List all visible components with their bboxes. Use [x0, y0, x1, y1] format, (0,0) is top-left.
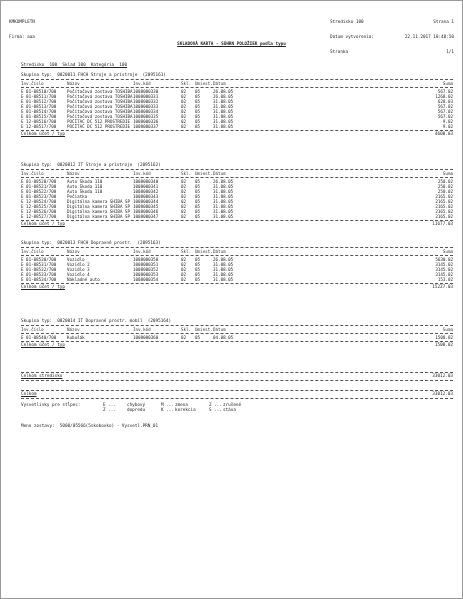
table-cell: 1008000354 — [133, 277, 159, 282]
table-cell: 1008000352 — [133, 267, 159, 272]
table-cell: 1008000336 — [133, 119, 159, 124]
table-cell: E 12-08524/700 — [21, 199, 57, 204]
report-title: SKLADOVÁ KARTA - SÚHRN POLOŽIEK podľa typu — [177, 42, 286, 47]
table-cell: Digitálna kamera SHIBA SP — [67, 199, 131, 204]
section-title: Skupina typ: 0020012 IT Stroje a prístroje (2095162) — [21, 163, 161, 168]
table-cell: 04.08.05 — [213, 335, 234, 340]
column-header: Názov — [67, 249, 80, 254]
table-cell: 05 — [195, 119, 201, 124]
column-header: Suma — [442, 81, 453, 86]
table-cell: 26.08.05 — [213, 257, 234, 262]
legend-row — [21, 408, 453, 413]
table-cell: E 01-08511/700 — [21, 94, 57, 99]
report-footnote: Meno zostavy: 5000/05566(5skobovko) - Vysvetl.PRN_01 — [21, 424, 159, 429]
table-cell: 02 — [181, 114, 187, 119]
table-cell: Počítačová zostava TOSHIBA — [67, 114, 133, 119]
table-cell: Digitálna kamera SHIBA SP — [67, 204, 131, 209]
column-header: Suma — [442, 249, 453, 254]
table-cell: 02 — [181, 124, 187, 129]
table-cell: 3145.02 — [435, 272, 453, 277]
table-row — [21, 335, 453, 340]
table-cell: 2165.02 — [435, 214, 453, 219]
legend-code: Z ... — [209, 403, 222, 408]
table-cell: 153.02 — [437, 277, 453, 282]
divider — [21, 247, 453, 248]
table-cell: 05 — [195, 104, 201, 109]
divider — [21, 130, 453, 131]
table-cell: 31.08.05 — [213, 104, 234, 109]
table-cell: 02 — [181, 272, 187, 277]
table-cell: 26.08.05 — [213, 89, 234, 94]
table-cell: 567.02 — [437, 104, 453, 109]
divider — [21, 177, 453, 178]
divider — [21, 325, 453, 326]
table-cell: 250.02 — [437, 179, 453, 184]
legend-code: K ... — [161, 408, 174, 413]
table-cell: E 12-08527/700 — [21, 214, 57, 219]
table-cell: E 01-08514/700 — [21, 109, 57, 114]
table-cell: 02 — [181, 214, 187, 219]
table-cell: 31.08.05 — [213, 114, 234, 119]
table-cell: E 01-08521/700 — [21, 184, 57, 189]
table-cell: E 12-08525/700 — [21, 204, 57, 209]
table-cell: 02 — [181, 194, 187, 199]
table-cell: 05 — [195, 179, 201, 184]
table-cell: E 01-08540/700 — [21, 335, 57, 340]
divider — [21, 372, 453, 373]
divider — [21, 255, 453, 256]
column-header-row — [21, 327, 453, 332]
header-left-line: KMKOMPLETN — [9, 20, 35, 25]
table-cell: 05 — [195, 257, 201, 262]
table-row — [21, 277, 453, 282]
table-cell: Nákladné auto — [67, 277, 100, 282]
column-header: Skl. — [181, 81, 192, 86]
legend-label-spacer — [21, 408, 103, 413]
table-cell: 05 — [195, 199, 201, 204]
table-cell: 31.08.05 — [213, 194, 234, 199]
divider — [21, 87, 453, 88]
subtotal-label: Celkom účet / typ — [21, 222, 65, 227]
total-value: 33012.03 — [432, 374, 453, 379]
subtotal-value: 4600.03 — [434, 132, 453, 137]
table-cell: E 01-08523/700 — [21, 194, 57, 199]
divider — [21, 333, 453, 334]
table-cell: 1008000360 — [133, 335, 159, 340]
subtotal-row — [21, 285, 453, 290]
column-header: Umiest. — [195, 249, 213, 254]
subtotal-label: Celkom účet / typ — [21, 285, 65, 290]
table-cell: 567.02 — [437, 89, 453, 94]
table-cell: 02 — [181, 267, 187, 272]
header-right-label: Stredisko 100 — [330, 20, 364, 25]
subtotal-row — [21, 343, 453, 348]
table-cell: 31.08.05 — [213, 214, 234, 219]
header-right-value: 22.11.2017 10:48:50 — [404, 35, 454, 40]
divider — [21, 79, 453, 80]
table-cell: Vozidlo 3 — [67, 267, 90, 272]
table-cell: 05 — [195, 189, 201, 194]
table-cell: Auto Škoda 110 — [67, 189, 103, 194]
table-cell: Počítačová zostava TOSHIBA — [67, 94, 133, 99]
table-cell: 05 — [195, 94, 201, 99]
header-right-label: Datum vytvorenia: — [330, 35, 374, 40]
table-cell: 2165.02 — [435, 194, 453, 199]
table-cell: E 01-08533/700 — [21, 272, 57, 277]
subtotal-value: 11677.03 — [432, 222, 453, 227]
table-cell: 02 — [181, 184, 187, 189]
table-cell: 9.02 — [442, 124, 453, 129]
table-cell: 1008000351 — [133, 262, 159, 267]
column-header: Suma — [442, 327, 453, 332]
report-section — [21, 241, 453, 290]
header-right-value: 1/1 — [446, 50, 454, 55]
table-cell: Vozidlo 4 — [67, 272, 90, 277]
table-cell: E 01-08534/700 — [21, 277, 57, 282]
table-cell: 31.08.05 — [213, 119, 234, 124]
subtotal-label: Celkom účet / typ — [21, 343, 65, 348]
header-right-row — [330, 35, 454, 40]
table-cell: 1008000342 — [133, 189, 159, 194]
column-header: Inv.číslo — [21, 327, 44, 332]
column-header: Inv.číslo — [21, 171, 44, 176]
table-cell: 02 — [181, 277, 187, 282]
column-header: Skl. — [181, 171, 192, 176]
table-cell: Pečiatka — [67, 194, 88, 199]
divider — [21, 380, 453, 381]
subtotal-row — [21, 222, 453, 227]
column-header: Dátum — [213, 327, 226, 332]
column-header: Inv.kód — [133, 327, 151, 332]
table-cell: 31.08.05 — [213, 267, 234, 272]
table-cell: 1008000341 — [133, 184, 159, 189]
divider — [21, 398, 453, 399]
table-cell: 1268.02 — [435, 94, 453, 99]
subtotal-label: Celkom účet / typ — [21, 132, 65, 137]
table-cell: 05 — [195, 89, 201, 94]
column-header: Umiest. — [195, 327, 213, 332]
table-cell: 1008000337 — [133, 124, 159, 129]
column-header: Umiest. — [195, 81, 213, 86]
column-header: Umiest. — [195, 171, 213, 176]
table-cell: 1008000332 — [133, 99, 159, 104]
table-cell: 02 — [181, 209, 187, 214]
table-cell: 02 — [181, 204, 187, 209]
table-cell: 31.08.05 — [213, 262, 234, 267]
table-cell: 26.08.05 — [213, 179, 234, 184]
table-cell: E 12-08526/700 — [21, 209, 57, 214]
table-cell: 05 — [195, 209, 201, 214]
legend-code: S ... — [209, 408, 222, 413]
legend-text: stáva — [223, 408, 236, 413]
table-cell: 31.08.05 — [213, 199, 234, 204]
table-cell: 05 — [195, 214, 201, 219]
divider — [21, 220, 453, 221]
table-cell: 1008000345 — [133, 204, 159, 209]
table-cell: 02 — [181, 99, 187, 104]
report-section — [21, 319, 453, 348]
column-header: Názov — [67, 327, 80, 332]
total-value: 33012.03 — [432, 392, 453, 397]
column-header: Inv.kód — [133, 249, 151, 254]
table-cell: 02 — [181, 89, 187, 94]
header-right — [330, 10, 454, 65]
column-header: Inv.číslo — [21, 249, 44, 254]
table-cell: 05 — [195, 267, 201, 272]
table-cell: 31.08.05 — [213, 189, 234, 194]
column-header: Dátum — [213, 249, 226, 254]
table-cell: 3145.02 — [435, 262, 453, 267]
table-cell: 05 — [195, 124, 201, 129]
column-header-row — [21, 249, 453, 254]
table-cell: 31.08.05 — [213, 277, 234, 282]
table-cell: 31.08.05 — [213, 109, 234, 114]
table-cell: 05 — [195, 99, 201, 104]
table-cell: 5630.02 — [435, 257, 453, 262]
table-cell: 31.08.05 — [213, 124, 234, 129]
report-section — [21, 73, 453, 137]
column-header: Dátum — [213, 81, 226, 86]
table-cell: 02 — [181, 119, 187, 124]
table-cell: E 01-08520/700 — [21, 179, 57, 184]
table-cell: 2165.02 — [435, 199, 453, 204]
table-cell: 1008000340 — [133, 179, 159, 184]
table-cell: Auto Škoda 110 — [67, 179, 103, 184]
table-cell: Kubušák — [67, 335, 85, 340]
header-right-label: Stranka — [330, 50, 349, 55]
table-cell: Digitálna kamera SHIBA SP — [67, 214, 131, 219]
legend-text: chybový — [127, 403, 146, 408]
table-cell: 1008000344 — [133, 199, 159, 204]
center-total — [21, 371, 453, 382]
table-cell: 567.02 — [437, 114, 453, 119]
table-cell: 1008000350 — [133, 257, 159, 262]
table-cell: 05 — [195, 114, 201, 119]
column-header-row — [21, 171, 453, 176]
section-title: Skupina typ: 0020011 FHCH Stroje a prístroje (2095161) — [21, 73, 166, 78]
table-cell: 1008000335 — [133, 114, 159, 119]
legend — [21, 403, 453, 413]
table-cell: E 01-08512/700 — [21, 99, 57, 104]
table-cell: E 12-08517/700 — [21, 124, 57, 129]
header-left-line: Firma: aaa — [9, 35, 35, 40]
table-cell: Počítačová zostava TOSHIBA — [67, 109, 133, 114]
column-header-row — [21, 81, 453, 86]
legend-label: Vysvetlivky pre stĺpec: — [21, 403, 81, 408]
legend-text: korekcia — [175, 408, 196, 413]
table-cell: 05 — [195, 194, 201, 199]
header-right-value: Strana 1 — [433, 20, 454, 25]
table-cell: 1508.02 — [435, 335, 453, 340]
table-cell: 31.08.05 — [213, 204, 234, 209]
table-row — [21, 214, 453, 219]
table-cell: 1008000346 — [133, 209, 159, 214]
table-cell: 05 — [195, 277, 201, 282]
subtotal-value: 15227.03 — [432, 285, 453, 290]
table-cell: E 01-08522/700 — [21, 189, 57, 194]
table-cell: 05 — [195, 335, 201, 340]
table-cell: Počítačová zostava TOSHIBA — [67, 89, 133, 94]
column-header: Inv.kód — [133, 171, 151, 176]
column-header: Suma — [442, 171, 453, 176]
table-cell: Digitálna kamera SHIBA SP — [67, 209, 131, 214]
table-cell: E 01-08530/700 — [21, 257, 57, 262]
table-cell: 628.03 — [437, 99, 453, 104]
column-header: Názov — [67, 81, 80, 86]
report-section — [21, 163, 453, 227]
table-cell: POČÍTAČ DC 512 PROSTREDIE — [67, 119, 131, 124]
column-header: Skl. — [181, 249, 192, 254]
table-cell: Počítačová zostava TOSHIBA — [67, 104, 133, 109]
legend-code: Z ... — [103, 408, 116, 413]
table-cell: 567.02 — [437, 109, 453, 114]
table-cell: 02 — [181, 189, 187, 194]
table-cell: 02 — [181, 335, 187, 340]
table-cell: 05 — [195, 109, 201, 114]
total-label: Celkom stredisko — [21, 374, 63, 379]
section-title: Skupina typ: 0020014 IT Dopravné prostr. mobil (2095164) — [21, 319, 172, 324]
table-cell: 31.08.05 — [213, 99, 234, 104]
table-cell: 1008000347 — [133, 214, 159, 219]
table-cell: 9.02 — [442, 119, 453, 124]
table-cell: E 01-08531/700 — [21, 262, 57, 267]
legend-text: zrušené — [223, 403, 242, 408]
subtotal-value: 1508.02 — [434, 343, 453, 348]
table-cell: 3145.02 — [435, 267, 453, 272]
divider — [21, 390, 453, 391]
table-cell: 1008000330 — [133, 89, 159, 94]
column-header: Inv.kód — [133, 81, 151, 86]
table-cell: 2165.02 — [435, 204, 453, 209]
section-title: Skupina typ: 0020013 FHCH Dopravné prostr. (2095163) — [21, 241, 161, 246]
table-cell: E 01-08513/700 — [21, 104, 57, 109]
table-cell: 02 — [181, 199, 187, 204]
table-cell: 2165.02 — [435, 209, 453, 214]
table-cell: 31.08.05 — [213, 272, 234, 277]
report-filter: Stredisko 100 Sklad 100 Kategória 100 — [21, 63, 128, 68]
legend-code: M ... — [161, 403, 174, 408]
legend-text: zmena — [175, 403, 188, 408]
table-cell: 1008000343 — [133, 194, 159, 199]
table-cell: 1008000331 — [133, 94, 159, 99]
total-label: Celkom — [21, 392, 37, 397]
subtotal-row — [21, 132, 453, 137]
table-cell: 1008000353 — [133, 272, 159, 277]
table-cell: 02 — [181, 257, 187, 262]
column-header: Dátum — [213, 171, 226, 176]
divider — [21, 283, 453, 284]
table-cell: 02 — [181, 109, 187, 114]
header-right-row — [330, 50, 454, 55]
table-cell: 02 — [181, 104, 187, 109]
table-cell: E 01-08515/700 — [21, 114, 57, 119]
table-cell: 31.08.05 — [213, 209, 234, 214]
table-cell: 05 — [195, 184, 201, 189]
column-header: Inv.číslo — [21, 81, 44, 86]
divider — [21, 169, 453, 170]
table-cell: Vozidlo 2 — [67, 262, 90, 267]
table-cell: 26.08.05 — [213, 94, 234, 99]
table-cell: 31.08.05 — [213, 184, 234, 189]
table-cell: E 01-08510/700 — [21, 89, 57, 94]
header-right-row — [330, 20, 454, 25]
column-header: Názov — [67, 171, 80, 176]
total-row — [21, 392, 453, 397]
legend-text: dopredu — [127, 408, 146, 413]
table-cell: E 12-08516/700 — [21, 119, 57, 124]
grand-total — [21, 389, 453, 400]
table-cell: 250.02 — [437, 184, 453, 189]
table-cell: 250.02 — [437, 189, 453, 194]
table-cell: 02 — [181, 262, 187, 267]
table-cell: 02 — [181, 179, 187, 184]
table-cell: 05 — [195, 272, 201, 277]
table-cell: 05 — [195, 262, 201, 267]
table-cell: Auto Škoda 110 — [67, 184, 103, 189]
table-cell: 05 — [195, 204, 201, 209]
divider — [21, 341, 453, 342]
table-row — [21, 124, 453, 129]
table-cell: Vozidlo — [67, 257, 85, 262]
table-cell: 02 — [181, 94, 187, 99]
table-cell: POČÍTAČ DC 512 PROSTREDIE — [67, 124, 131, 129]
legend-code: E ... — [103, 403, 116, 408]
table-cell: E 01-08532/700 — [21, 267, 57, 272]
total-row — [21, 374, 453, 379]
table-cell: 1008000333 — [133, 104, 159, 109]
table-cell: 1008000334 — [133, 109, 159, 114]
column-header: Skl. — [181, 327, 192, 332]
table-cell: Počítačová zostava TOSHIBA — [67, 99, 133, 104]
